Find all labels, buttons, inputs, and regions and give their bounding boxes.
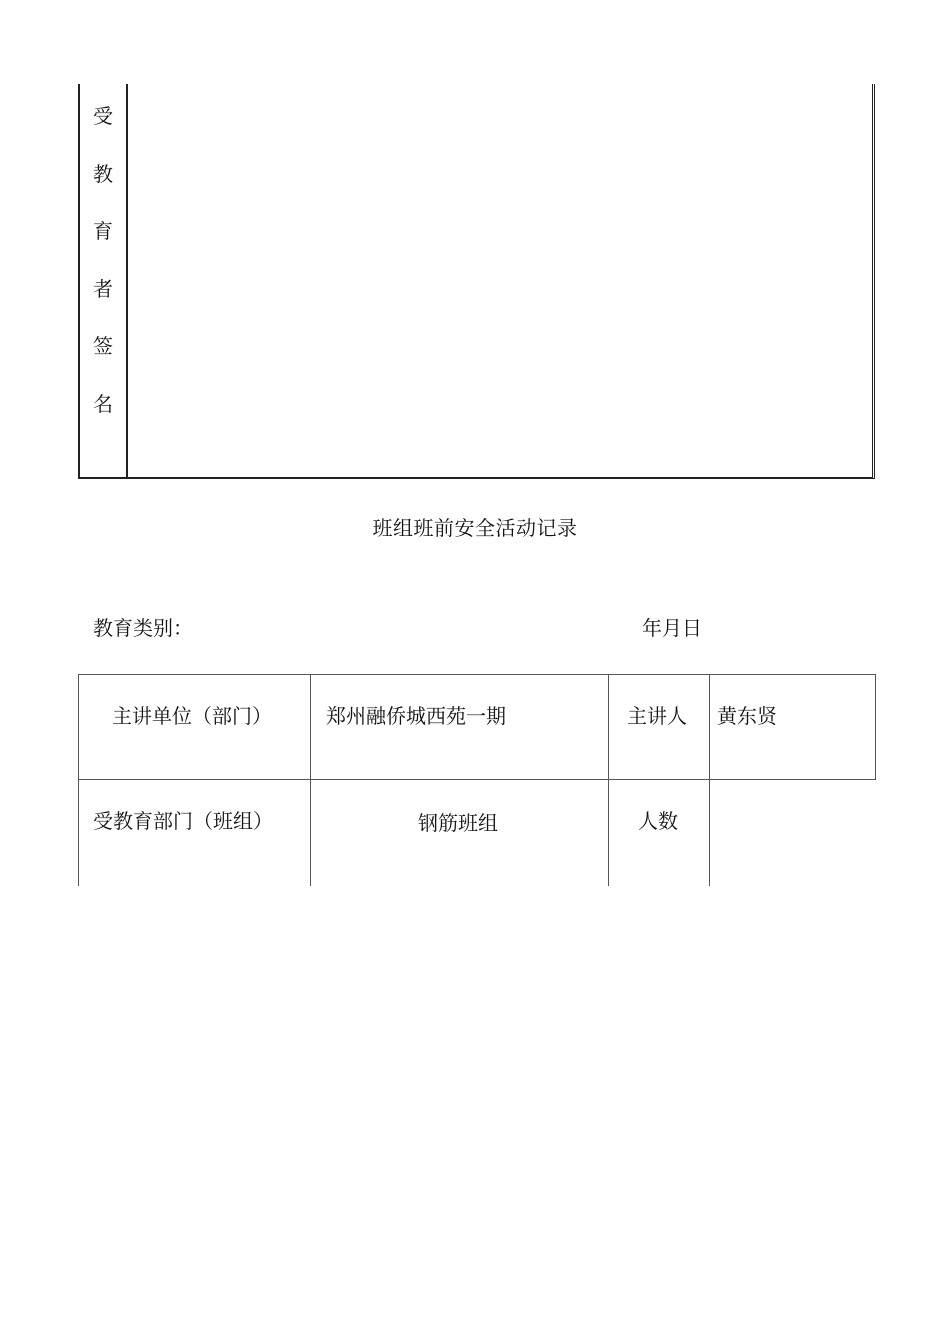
table-border-left	[78, 674, 79, 886]
lecture-unit-label: 主讲单位（部门）	[112, 704, 272, 728]
signature-label-char: 者	[93, 276, 113, 301]
signature-table	[78, 84, 875, 479]
headcount-label: 人数	[638, 809, 678, 833]
lecture-unit-value[interactable]: 郑州融侨城西苑一期	[326, 704, 506, 728]
table-column-divider	[709, 674, 710, 886]
table-border-top	[78, 674, 876, 675]
signature-label-char: 名	[93, 391, 113, 416]
signature-label-char: 教	[93, 161, 113, 186]
education-category-label: 教育类别：	[93, 616, 193, 640]
table-row-divider	[78, 779, 876, 780]
trainee-department-value[interactable]: 钢筋班组	[418, 811, 498, 835]
signature-area[interactable]	[128, 84, 872, 477]
speaker-value[interactable]: 黄东贤	[717, 704, 777, 728]
date-label: 年月日	[642, 616, 702, 640]
signature-label-column	[80, 106, 126, 451]
signature-label-char: 受	[93, 104, 113, 128]
table-border-right	[875, 674, 876, 780]
signature-label-char: 育	[93, 219, 113, 243]
signature-label-char: 签	[93, 334, 113, 358]
activity-record-table	[78, 674, 876, 886]
document-title: 班组班前安全活动记录	[372, 516, 578, 540]
table-column-divider	[310, 674, 311, 886]
trainee-department-label: 受教育部门（班组）	[93, 809, 273, 833]
table-column-divider	[608, 674, 609, 886]
speaker-label: 主讲人	[627, 704, 687, 728]
